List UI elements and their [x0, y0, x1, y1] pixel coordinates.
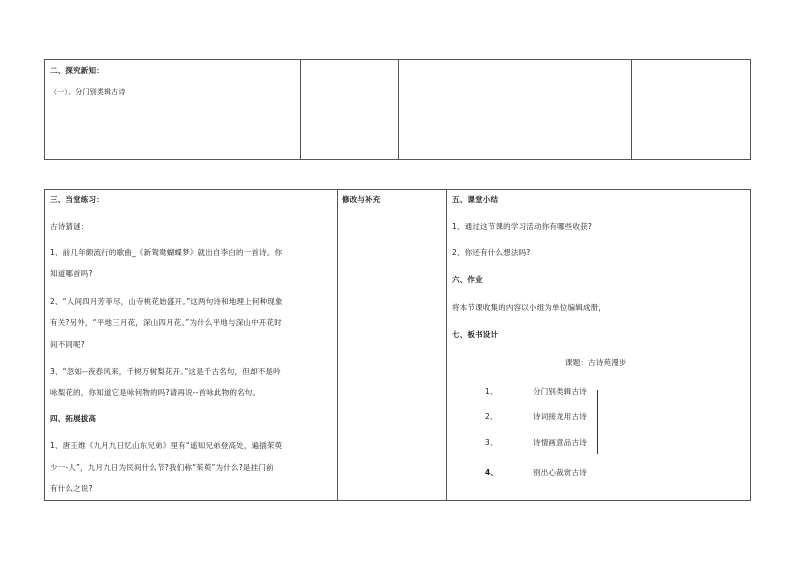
riddle-intro: 古诗猜谜： [50, 222, 89, 231]
revision-column [338, 190, 447, 501]
question2-line1: 2、“人间四月芳菲尽，山寺桃花始盛开。”这两句诗和地理上何种现象 [50, 297, 283, 306]
top-table [44, 59, 751, 160]
board-item-number: 1、 [485, 387, 498, 396]
extension1-line3: 有什么之说? [50, 484, 93, 493]
board-item-text: 分门别类辑古诗 [533, 387, 587, 396]
board-item-number: 3、 [485, 438, 498, 447]
question1-line2: 知道哪首吗? [50, 269, 93, 278]
extension1-line2: 少一-人”，九月九日为民间什么节?我们称“茱萸”为什么?是挂门前 [50, 463, 274, 472]
board-item-text: 别出心裁赏古诗 [533, 468, 587, 477]
question1-line1: 1、前几年颇流行的歌曲_《新鸳鸯蝴蝶梦》就出自李白的一首诗。你 [50, 248, 283, 257]
revision-header: 修改与补充 [342, 195, 381, 204]
section4-title: 四、拓展拔高 [50, 414, 97, 423]
homework-text: 将本节课收集的内容以小组为单位编辑成册， [452, 303, 606, 312]
board-item-number: 4、 [485, 468, 499, 477]
board-item-number: 2、 [485, 412, 498, 421]
top-cell-3 [399, 60, 632, 160]
section6-title: 六、作业 [452, 275, 483, 284]
summary-column [447, 190, 751, 501]
section5-title: 五、课堂小结 [452, 195, 499, 204]
board-bracket-line [597, 390, 598, 454]
board-item-text: 诗词接龙用古诗 [533, 412, 587, 421]
section7-title: 七、板书设计 [452, 330, 499, 339]
extension1-line1: 1、唐王维《九月九日忆山东兄弟》里有“遥知兄弟登高处，遍插茱萸 [50, 441, 283, 450]
question3-line1: 3、“忽如--夜春风来，千树万树梨花开。”这是千古名句，但却不是吟 [50, 367, 281, 376]
exercise-column [45, 190, 338, 501]
top-subheading: （一）、分门别类辑古诗 [50, 88, 126, 96]
bottom-table [44, 189, 751, 501]
top-cell-4 [632, 60, 751, 160]
top-cell-2 [301, 60, 399, 160]
question3-line2: 咏梨花的，你知道它是咏何物的吗?请再说--首咏此物的名句。 [50, 388, 261, 397]
board-title: 课题：古诗苑漫步 [565, 358, 627, 367]
question2-line2: 有关?另外，“平地三月花，深山四月花。”为什么平地与深山中开花时 [50, 318, 282, 327]
summary-item-2: 2、你还有什么想法吗? [452, 248, 531, 257]
section3-title: 三、当堂练习： [50, 195, 104, 204]
board-item-text: 诗情画意品古诗 [533, 438, 587, 447]
summary-item-1: 1、通过这节课的学习活动你有哪些收获? [452, 222, 593, 231]
top-heading: 二、探究新知： [50, 66, 104, 75]
question2-line3: 间不同呢? [50, 340, 85, 349]
